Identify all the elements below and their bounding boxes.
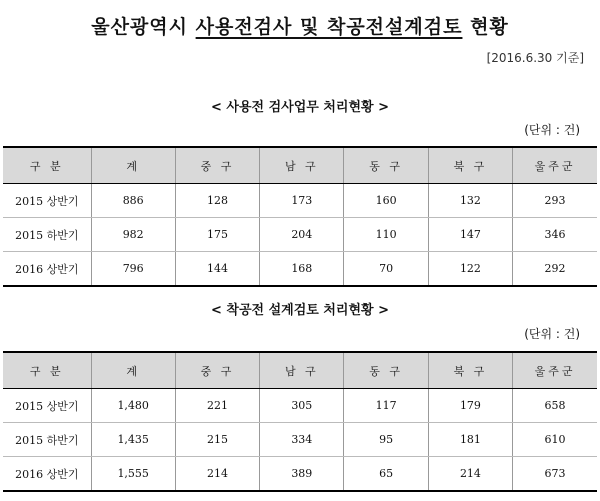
table-cell: 292 (513, 252, 597, 287)
table-cell: 334 (260, 423, 344, 457)
table-cell: 215 (175, 423, 259, 457)
row-label: 2015 상반기 (3, 184, 91, 218)
table-cell: 110 (344, 218, 428, 252)
table-cell: 160 (344, 184, 428, 218)
table-header-row (3, 352, 597, 389)
header-cell: 중 구 (175, 147, 259, 184)
table-cell: 173 (260, 184, 344, 218)
header-cell: 동 구 (344, 352, 428, 389)
unit-label-inspection: (단위 : 건) (524, 123, 580, 137)
header-cell: 동 구 (344, 147, 428, 184)
table-cell: 179 (428, 389, 512, 423)
title-suffix: 현황 (462, 16, 509, 38)
table-cell: 70 (344, 252, 428, 287)
table-cell: 214 (428, 457, 512, 492)
table-cell: 144 (175, 252, 259, 287)
table-cell: 886 (91, 184, 175, 218)
table-row (3, 423, 597, 457)
header-cell: 중 구 (175, 352, 259, 389)
table-cell: 389 (260, 457, 344, 492)
section-title-design-review: < 착공전 설계검토 처리현황 > (210, 303, 390, 318)
table-cell: 673 (513, 457, 597, 492)
header-cell: 남 구 (260, 147, 344, 184)
design-review-table (3, 351, 597, 492)
table-row (3, 389, 597, 423)
table-cell: 175 (175, 218, 259, 252)
table-row (3, 252, 597, 287)
table-cell: 658 (513, 389, 597, 423)
page-title (0, 12, 600, 39)
base-date: [2016.6.30 기준] (486, 51, 584, 65)
header-cell: 구 분 (3, 147, 91, 184)
header-cell: 울주군 (513, 352, 597, 389)
title-underlined: 사용전검사 및 착공전설계검토 (195, 16, 463, 38)
row-label: 2015 하반기 (3, 423, 91, 457)
table-cell: 610 (513, 423, 597, 457)
unit-label-design-review: (단위 : 건) (524, 327, 580, 341)
table-cell: 117 (344, 389, 428, 423)
header-cell: 울주군 (513, 147, 597, 184)
row-label: 2015 하반기 (3, 218, 91, 252)
table-cell: 168 (260, 252, 344, 287)
table-cell: 132 (428, 184, 512, 218)
section-title-inspection: < 사용전 검사업무 처리현황 > (210, 100, 390, 115)
table-cell: 65 (344, 457, 428, 492)
table-cell: 147 (428, 218, 512, 252)
table-cell: 796 (91, 252, 175, 287)
header-cell: 구 분 (3, 352, 91, 389)
header-cell: 북 구 (428, 147, 512, 184)
table-header-row (3, 147, 597, 184)
table-cell: 1,435 (91, 423, 175, 457)
header-cell: 계 (91, 147, 175, 184)
header-cell: 남 구 (260, 352, 344, 389)
table-cell: 1,555 (91, 457, 175, 492)
table-cell: 346 (513, 218, 597, 252)
table-cell: 181 (428, 423, 512, 457)
row-label: 2016 상반기 (3, 252, 91, 287)
table-cell: 305 (260, 389, 344, 423)
table-row (3, 457, 597, 492)
title-prefix: 울산광역시 (91, 16, 196, 38)
table-row (3, 218, 597, 252)
table-cell: 95 (344, 423, 428, 457)
table-cell: 1,480 (91, 389, 175, 423)
inspection-table (3, 146, 597, 287)
table-cell: 221 (175, 389, 259, 423)
table-cell: 214 (175, 457, 259, 492)
table-cell: 982 (91, 218, 175, 252)
table-cell: 204 (260, 218, 344, 252)
table-cell: 128 (175, 184, 259, 218)
table-cell: 293 (513, 184, 597, 218)
header-cell: 북 구 (428, 352, 512, 389)
header-cell: 계 (91, 352, 175, 389)
row-label: 2016 상반기 (3, 457, 91, 492)
table-cell: 122 (428, 252, 512, 287)
table-row (3, 184, 597, 218)
row-label: 2015 상반기 (3, 389, 91, 423)
